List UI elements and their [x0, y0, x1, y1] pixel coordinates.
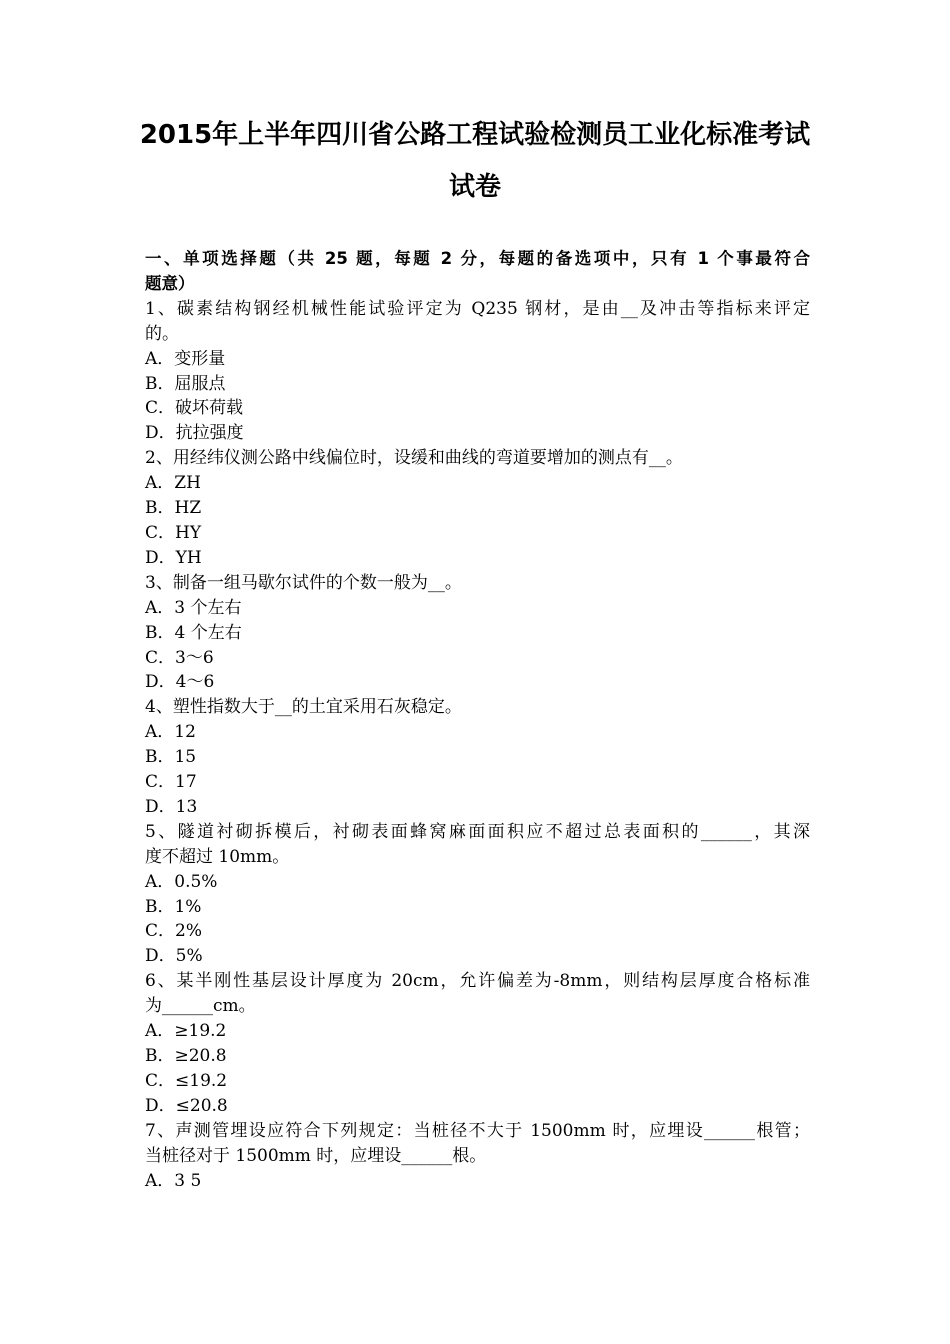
question-4-option-d: D．13: [145, 796, 198, 817]
question-2-option-c: C．HY: [145, 522, 202, 543]
question-6-stem-line-2: 为______cm。: [145, 996, 256, 1017]
question-2: [145, 446, 810, 571]
question-6: [145, 969, 810, 1118]
question-1-option-b: B．屈服点: [145, 373, 226, 394]
question-1: [145, 297, 810, 446]
question-5-option-d: D．5%: [145, 946, 203, 967]
question-1-option-a: A．变形量: [145, 348, 226, 369]
question-1-option-c: C．破坏荷载: [145, 398, 244, 419]
question-4-option-a: A．12: [145, 722, 196, 743]
question-7: [145, 1119, 810, 1194]
question-6-option-d: D．≤20.8: [145, 1095, 228, 1116]
document-title-line-1: 2015年上半年四川省公路工程试验检测员工业化标准考试: [139, 120, 811, 150]
question-6-option-a: A．≥19.2: [145, 1021, 227, 1042]
question-3-stem-line-1: 3、制备一组马歇尔试件的个数一般为__。: [145, 572, 462, 593]
document-title-line-2: 试卷: [448, 172, 501, 202]
question-6-option-c: C．≤19.2: [145, 1070, 228, 1091]
question-2-option-d: D．YH: [145, 547, 202, 568]
question-5-stem-line-1: 5、隧道衬砌拆模后，衬砌表面蜂窝麻面面积应不超过总表面积的______，其深: [145, 821, 810, 842]
section-heading-line-2: 题意）: [145, 273, 195, 293]
question-4: [145, 695, 810, 820]
question-5-option-b: B．1%: [145, 896, 202, 917]
question-6-option-b: B．≥20.8: [145, 1046, 227, 1066]
question-4-option-c: C．17: [145, 772, 197, 793]
question-4-stem-line-1: 4、塑性指数大于__的土宜采用石灰稳定。: [145, 697, 462, 718]
question-1-stem-line-1: 1、碳素结构钢经机械性能试验评定为 Q235 钢材，是由__及冲击等指标来评定: [145, 298, 810, 319]
section-heading-line-1: 一、单项选择题（共 25 题，每题 2 分，每题的备选项中，只有 1 个事最符合: [145, 249, 810, 268]
question-3-option-b: B．4 个左右: [145, 622, 242, 643]
question-5-option-a: A．0.5%: [145, 871, 218, 892]
question-2-option-a: A．ZH: [145, 473, 201, 494]
question-6-stem-line-1: 6、某半刚性基层设计厚度为 20cm，允许偏差为-8mm，则结构层厚度合格标准: [145, 971, 810, 992]
question-3-option-d: D．4～6: [145, 672, 215, 693]
question-2-option-b: B．HZ: [145, 498, 202, 519]
question-1-option-d: D．抗拉强度: [145, 423, 244, 444]
question-2-stem-line-1: 2、用经纬仪测公路中线偏位时，设缓和曲线的弯道要增加的测点有__。: [145, 448, 683, 469]
document-body: [145, 247, 810, 1193]
question-7-stem-line-1: 7、声测管埋设应符合下列规定：当桩径不大于 1500mm 时，应埋设______根管；: [145, 1120, 810, 1141]
question-4-option-b: B．15: [145, 747, 197, 768]
question-7-option-a: A．3 5: [145, 1170, 202, 1191]
question-7-stem-line-2: 当桩径对于 1500mm 时，应埋设______根。: [145, 1145, 487, 1166]
question-3-option-a: A．3 个左右: [145, 597, 242, 618]
question-5-option-c: C．2%: [145, 921, 202, 942]
question-5-stem-line-2: 度不超过 10mm。: [145, 846, 290, 867]
question-3-option-c: C．3～6: [145, 647, 214, 668]
question-3: [145, 571, 810, 696]
question-1-stem-line-2: 的。: [145, 323, 179, 344]
question-5: [145, 820, 810, 969]
